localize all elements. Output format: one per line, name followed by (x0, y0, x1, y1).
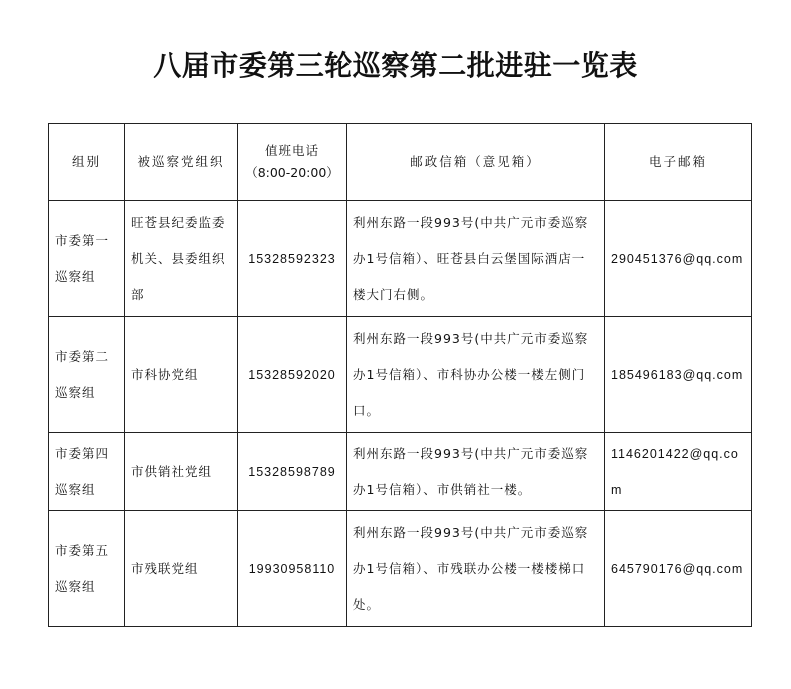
header-group: 组别 (49, 124, 125, 201)
header-mailbox: 邮政信箱（意见箱） (347, 124, 605, 201)
header-phone-hours: （8:00-20:00） (245, 165, 339, 180)
header-org: 被巡察党组织 (125, 124, 238, 201)
phone-cell: 15328592020 (238, 317, 347, 433)
mailbox-cell: 利州东路一段993号(中共广元市委巡察办1号信箱）、旺苍县白云堡国际酒店一楼大门右侧。 (347, 201, 605, 317)
email-cell: 1146201422@qq.com (605, 433, 752, 511)
table-row (49, 317, 752, 433)
group-cell: 市委第一巡察组 (49, 201, 125, 317)
table-row (49, 511, 752, 627)
header-email: 电子邮箱 (605, 124, 752, 201)
table-row (49, 201, 752, 317)
email-cell: 290451376@qq.com (605, 201, 752, 317)
header-phone-label: 值班电话 (264, 143, 319, 158)
contact-table (48, 123, 752, 627)
phone-cell: 15328592323 (238, 201, 347, 317)
header-phone (238, 124, 347, 201)
org-cell: 市残联党组 (125, 511, 238, 627)
mailbox-cell: 利州东路一段993号(中共广元市委巡察办1号信箱）、市科协办公楼一楼左侧门口。 (347, 317, 605, 433)
email-cell: 645790176@qq.com (605, 511, 752, 627)
group-cell: 市委第二巡察组 (49, 317, 125, 433)
phone-cell: 19930958110 (238, 511, 347, 627)
org-cell: 旺苍县纪委监委机关、县委组织部 (125, 201, 238, 317)
mailbox-cell: 利州东路一段993号(中共广元市委巡察办1号信箱）、市供销社一楼。 (347, 433, 605, 511)
email-cell: 185496183@qq.com (605, 317, 752, 433)
table-row (49, 433, 752, 511)
group-cell: 市委第五巡察组 (49, 511, 125, 627)
page-title: 八届市委第三轮巡察第二批进驻一览表 (153, 49, 638, 82)
phone-cell: 15328598789 (238, 433, 347, 511)
table-header-row (49, 124, 752, 201)
mailbox-cell: 利州东路一段993号(中共广元市委巡察办1号信箱）、市残联办公楼一楼楼梯口处。 (347, 511, 605, 627)
org-cell: 市供销社党组 (125, 433, 238, 511)
group-cell: 市委第四巡察组 (49, 433, 125, 511)
org-cell: 市科协党组 (125, 317, 238, 433)
